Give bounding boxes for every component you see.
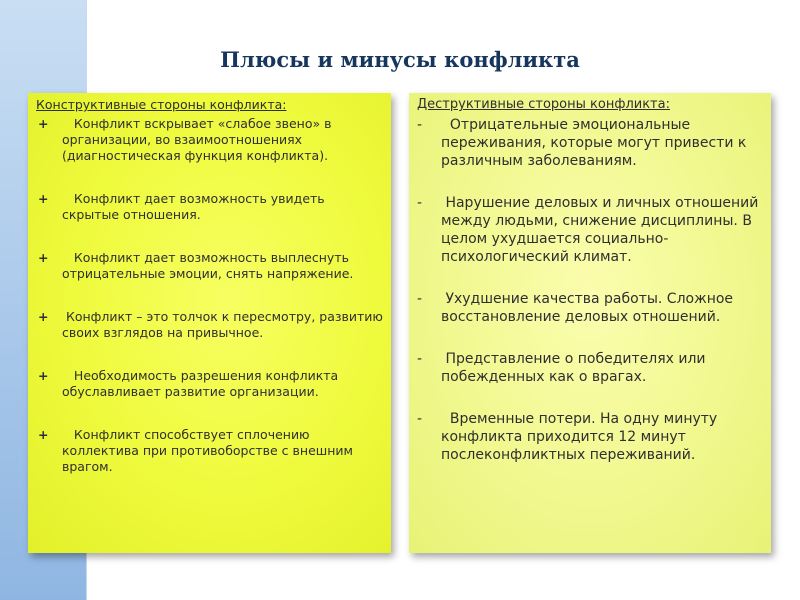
list-item [417, 290, 765, 326]
plus-marker: + [38, 116, 49, 131]
list-item [36, 191, 385, 223]
list-item-text: Отрицательные эмоциональные переживания, которые могут привести к различным заболеваниям. [441, 117, 751, 169]
destructive-heading: Деструктивные стороны конфликта: [417, 97, 670, 112]
constructive-heading: Конструктивные стороны конфликта: [36, 97, 287, 112]
minus-marker: - [417, 195, 423, 211]
list-item-text: Конфликт дает возможность выплеснуть отрицательные эмоции, снять напряжение. [62, 250, 354, 281]
destructive-panel [409, 93, 771, 553]
list-item [36, 427, 385, 475]
minus-marker: - [417, 291, 423, 307]
plus-marker: + [38, 309, 49, 324]
list-item [417, 194, 765, 266]
list-item [36, 309, 385, 341]
list-item [417, 116, 765, 170]
list-item-text: Временные потери. На одну минуту конфликта приходится 12 минут послеконфликтных переживаний. [441, 411, 722, 463]
list-item [417, 350, 765, 386]
plus-marker: + [38, 368, 49, 383]
constructive-panel [28, 93, 391, 553]
plus-marker: + [38, 191, 49, 206]
list-item-text: Ухудшение качества работы. Сложное восстановление деловых отношений. [441, 291, 738, 325]
list-item-text: Конфликт дает возможность увидеть скрытые отношения. [62, 191, 329, 222]
minus-marker: - [417, 411, 423, 427]
list-item-text: Необходимость разрешения конфликта обуславливает развитие организации. [62, 368, 343, 399]
minus-marker: - [417, 351, 423, 367]
minus-marker: - [417, 117, 423, 133]
list-item [36, 116, 385, 164]
list-item [417, 410, 765, 464]
plus-marker: + [38, 250, 49, 265]
list-item-text: Представление о победителях или побежденных как о врагах. [441, 351, 710, 385]
list-item-text: Конфликт – это толчок к пересмотру, развитию своих взглядов на привычное. [62, 309, 387, 340]
list-item-text: Конфликт способствует сплочению коллектива при противоборстве с внешним врагом. [62, 427, 357, 474]
plus-marker: + [38, 427, 49, 442]
list-item [36, 250, 385, 282]
list-item-text: Конфликт вскрывает «слабое звено» в организации, во взаимоотношениях (диагностическая функция конфликта). [62, 116, 336, 163]
list-item-text: Нарушение деловых и личных отношений между людьми, снижение дисциплины. В целом ухудшается социально-психологический климат. [441, 195, 763, 265]
slide-title: Плюсы и минусы конфликта [220, 47, 580, 72]
list-item [36, 368, 385, 400]
